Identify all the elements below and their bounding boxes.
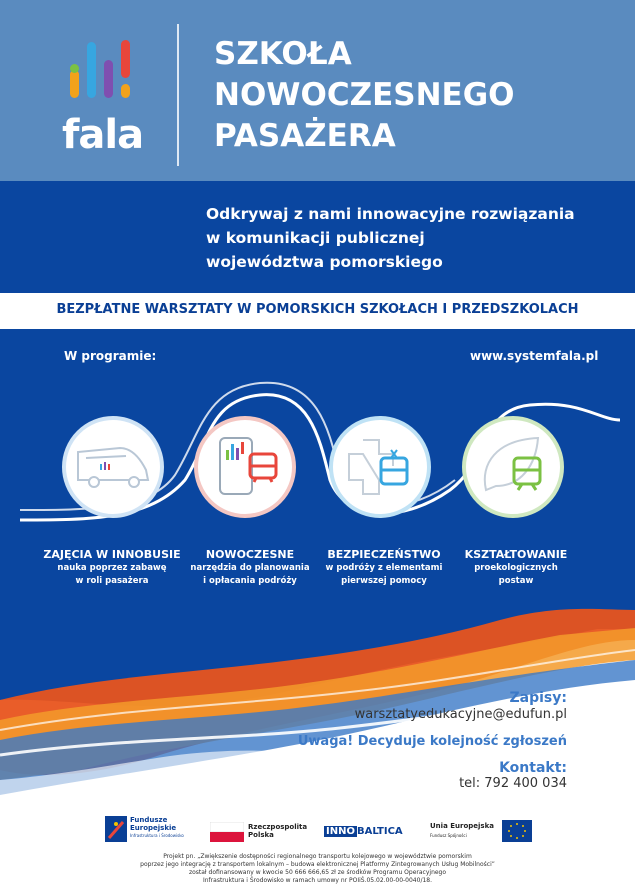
page-title: [214, 34, 624, 157]
title-line: SZKOŁA: [214, 36, 352, 72]
program-label: W programie:: [64, 349, 157, 363]
bus-icon: [66, 420, 160, 514]
phone-bus-icon: [198, 420, 292, 514]
poland-text: [248, 823, 307, 839]
logo-line: Fundusz Spójności: [430, 833, 467, 838]
fala-logo-icon: [66, 38, 146, 118]
eu-funds-text: [130, 816, 184, 840]
eu-flag-icon: [502, 820, 532, 842]
item-title: ZAJĘCIA W INNOBUSIE: [43, 548, 181, 561]
workshop-strip-text: BEZPŁATNE WARSZTATY W POMORSKICH SZKOŁACH I PRZEDSZKOLACH: [56, 302, 579, 317]
subtitle-line: Odkrywaj z nami innowacyjne rozwiązania: [206, 205, 575, 223]
circle-bus: [62, 416, 164, 518]
item-desc: i opłacania podróży: [203, 576, 297, 586]
notice-text: Uwaga! Decyduje kolejność zgłoszeń: [297, 734, 567, 749]
sponsor-logos: [100, 812, 540, 848]
subtitle-line: w komunikacji publicznej: [206, 229, 425, 247]
innobaltica-baltica: BALTICA: [356, 826, 403, 837]
first-aid-tram-icon: [333, 420, 427, 514]
innobaltica-logo: [324, 826, 403, 837]
signup-email[interactable]: warsztatyedukacyjne@edufun.pl: [354, 707, 567, 722]
item-desc: postaw: [498, 576, 534, 586]
logo-line: Fundusze: [130, 816, 168, 824]
item-title: NOWOCZESNE: [205, 548, 295, 561]
logo-line: Rzeczpospolita: [248, 823, 308, 831]
contact-phone[interactable]: tel: 792 400 034: [459, 776, 567, 791]
logo-line: Europejskie: [130, 824, 177, 832]
item-desc: nauka poprzez zabawę: [57, 563, 167, 573]
eu-funds-icon: [105, 816, 127, 842]
subtitle-line: województwa pomorskiego: [206, 253, 443, 271]
item-desc: pierwszej pomocy: [341, 576, 427, 586]
item-title: BEZPIECZEŃSTWO: [327, 548, 441, 561]
footer-line: został dofinansowany w kwocie 50 666 666,65 zł ze środków Programu Operacyjnego: [188, 869, 447, 876]
footer-text: [60, 853, 575, 885]
circle-eco: [462, 416, 564, 518]
leaf-train-icon: [466, 420, 560, 514]
contact-label: Kontakt:: [499, 760, 567, 776]
website-link[interactable]: www.systemfala.pl: [470, 349, 599, 363]
header-divider: [177, 24, 179, 166]
item-desc: narzędzia do planowania: [190, 563, 310, 573]
subtitle: [206, 202, 626, 274]
item-desc: w podróży z elementami: [325, 563, 443, 573]
fala-logo-text: fala: [62, 112, 144, 158]
item-desc: w roli pasażera: [75, 576, 149, 586]
innobaltica-inno: INNO: [326, 826, 355, 837]
circle-phone: [194, 416, 296, 518]
title-line: NOWOCZESNEGO: [214, 77, 515, 113]
logo-line: Infrastruktura i Środowisko: [130, 833, 184, 838]
footer-line: Projekt pn. „Zwiększenie dostępności regionalnego transportu kolejowego w województwie pomorskim: [163, 853, 472, 860]
footer-line: poprzez jego integrację z transportem lokalnym – budowa elektronicznej Platformy Zintegrowanych Usług Mobilności”: [140, 861, 495, 868]
item-desc: proekologicznych: [474, 563, 558, 573]
footer-line: Infrastruktura i Środowisko w ramach umowy nr POIiŚ.05.02.00-00-0040/18.: [202, 877, 433, 884]
item-title: KSZTAŁTOWANIE: [464, 548, 568, 561]
logo-line: Polska: [248, 831, 274, 839]
title-line: PASAŻERA: [214, 118, 396, 154]
circle-safety: [329, 416, 431, 518]
logo-line: Unia Europejska: [430, 822, 494, 830]
signup-label: Zapisy:: [509, 690, 567, 706]
poland-flag-icon: [210, 822, 244, 842]
eu-text: [430, 822, 494, 840]
